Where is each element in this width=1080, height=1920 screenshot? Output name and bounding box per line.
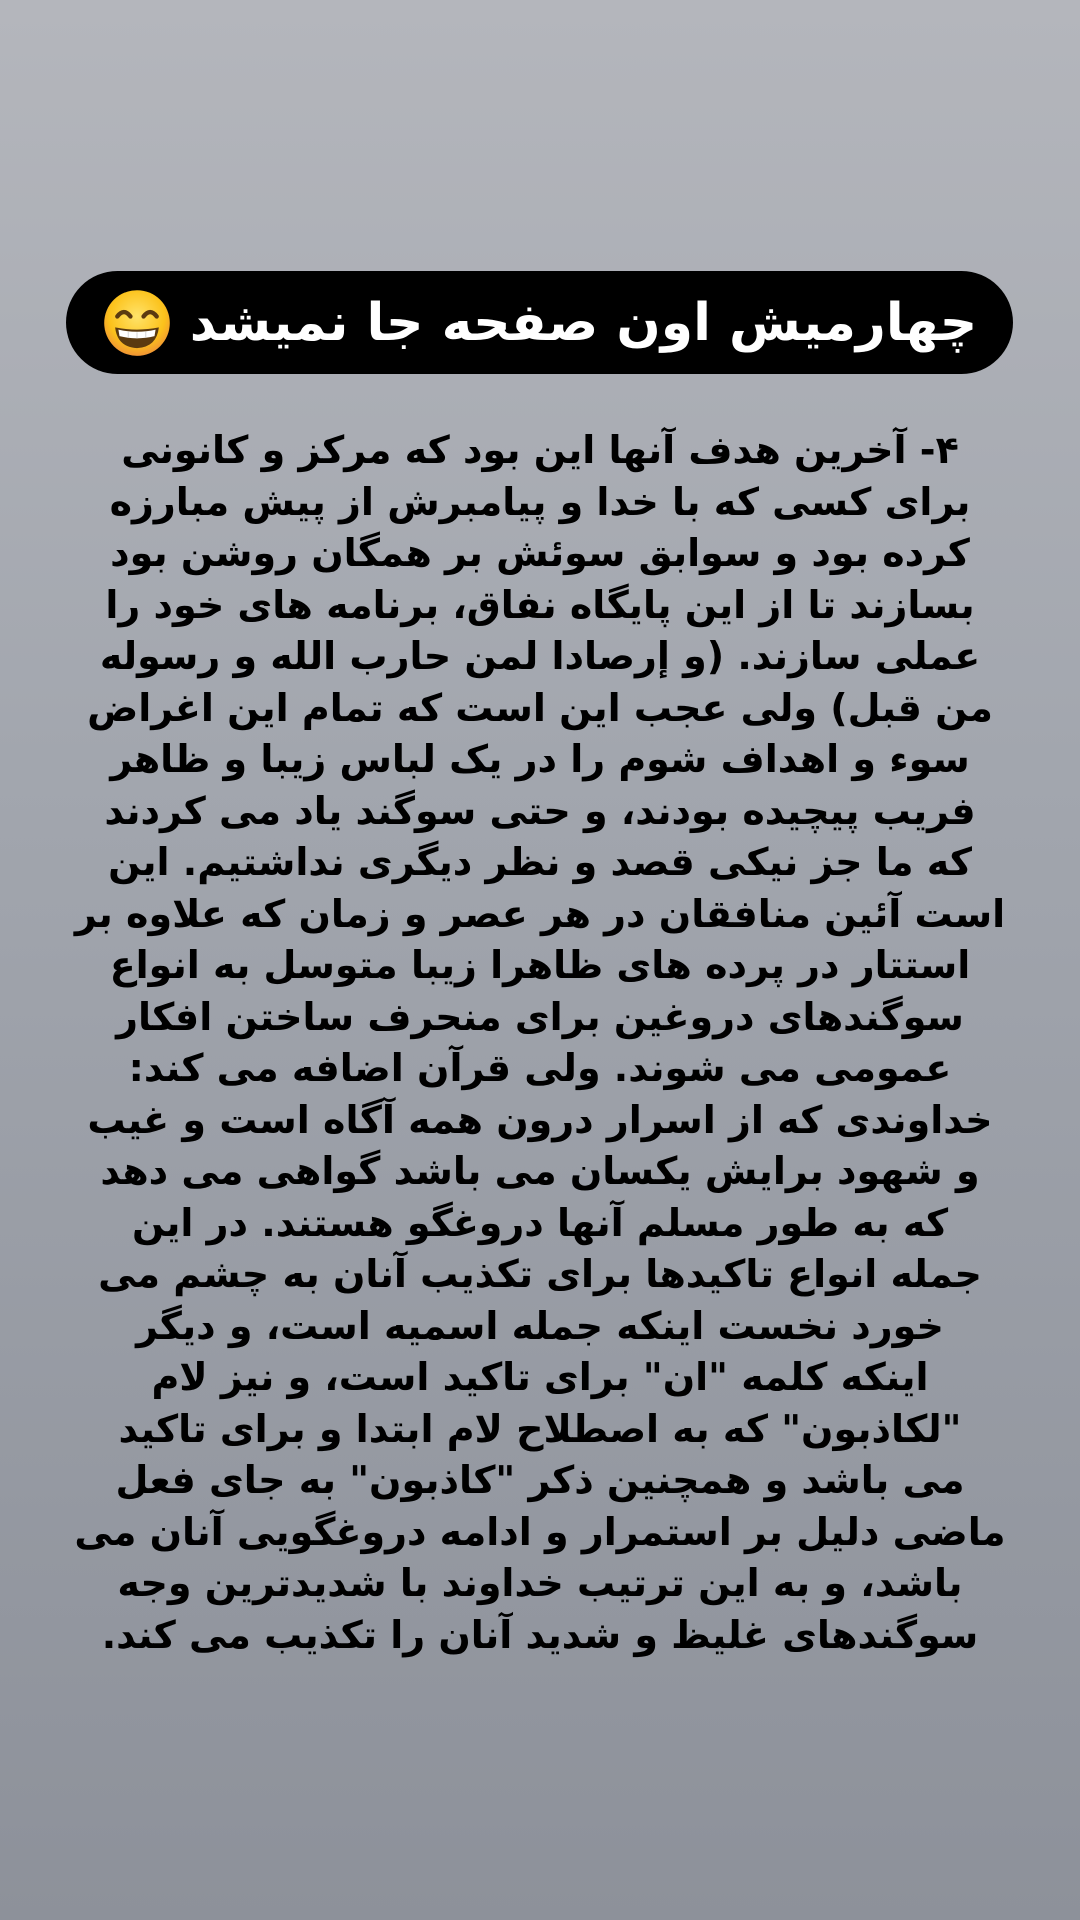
story-body-text: ۴- آخرین هدف آنها این بود که مرکز و کانونی برای کسی که با خدا و پیامبرش از پیش مبارزه کرده بود و سوابق سوئش بر همگان روشن بود بسازند تا از این پایگاه نفاق، برنامه های خود را عملی سازند. (و إرصادا لمن حارب الله و رسوله من قبل) ولی عجب این است که تمام این اغراض سوء و اهداف شوم را در یک لباس زیبا و ظاهر فریب پیچیده بودند، و حتی سوگند یاد می کردند که ما جز نیکی قصد و نظر دیگری نداشتیم. این است آئین منافقان در هر عصر و زمان که علاوه بر استتار در پرده های ظاهرا زیبا متوسل به انواع سوگندهای دروغین برای منحرف ساختن افکار عمومی می شوند. ولی قرآن اضافه می کند: خداوندی که از اسرار درون همه آگاه است و غیب و شهود برایش یکسان می باشد گواهی می دهد که به طور مسلم آنها دروغگو هستند. در این جمله انواع تاکیدها برای تکذیب آنان به چشم می خورد نخست اینکه جمله اسمیه است، و دیگر اینکه کلمه "ان" برای تاکید است، و نیز لام "لکاذبون" که به اصطلاح لام ابتدا و برای تاکید می باشد و همچنین ذکر "کاذبون" به جای فعل ماضی دلیل بر استمرار و ادامه دروغگویی آنان می باشد، و به این ترتیب خداوند با شدیدترین وجه سوگندهای غلیظ و شدید آنان را تکذیب می کند. bbox=[74, 428, 1006, 1657]
story-title-text: چهارمیش اون صفحه جا نمیشد bbox=[189, 292, 978, 353]
grinning-face-with-smiling-eyes-icon bbox=[102, 288, 172, 358]
story-title-sticker[interactable] bbox=[66, 271, 1013, 374]
